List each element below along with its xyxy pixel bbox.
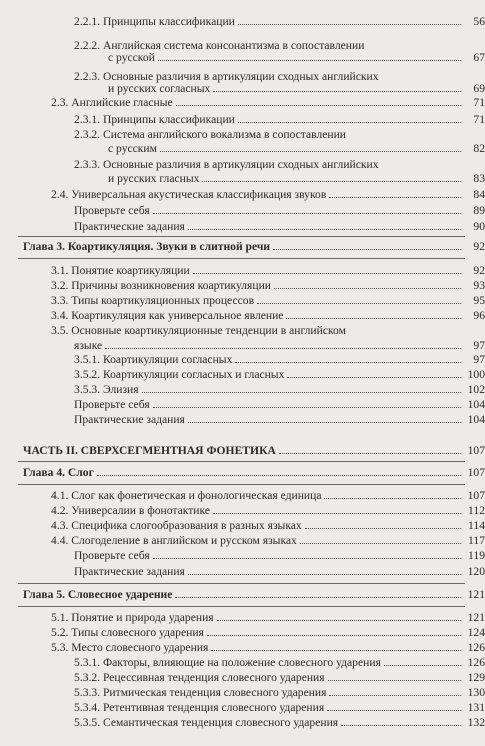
entry-title: 4.3. Специфика слогообразования в разных языках xyxy=(51,519,302,532)
page-number: 126 xyxy=(467,641,485,654)
page-number: 90 xyxy=(473,220,485,233)
toc-entry[interactable] xyxy=(0,309,485,322)
entry-title: 3.4. Коартикуляция как универсальное явление xyxy=(51,309,284,322)
dot-leader xyxy=(273,249,461,250)
page-number: 104 xyxy=(467,413,485,426)
dot-leader xyxy=(305,528,461,529)
dot-leader xyxy=(329,695,461,696)
chapter-title: Глава 4. Слог xyxy=(23,466,94,479)
toc-entry[interactable] xyxy=(0,671,485,684)
page-number: 107 xyxy=(467,444,485,457)
entry-title: 5.3.5. Семантическая тенденция словесного ударения xyxy=(74,716,339,729)
toc-entry[interactable] xyxy=(0,716,485,729)
toc-entry[interactable] xyxy=(0,279,485,292)
page-number: 120 xyxy=(467,565,485,578)
page-number: 126 xyxy=(467,656,485,669)
dot-leader xyxy=(175,597,461,598)
toc-entry[interactable] xyxy=(0,353,485,366)
section-divider xyxy=(18,606,465,607)
page-number: 100 xyxy=(467,368,485,381)
toc-entry[interactable] xyxy=(0,519,485,532)
page-number: 84 xyxy=(473,188,485,201)
dot-leader xyxy=(257,303,461,304)
entry-title: 5.1. Понятие и природа ударения xyxy=(51,611,214,624)
chapter-title: Глава 3. Коартикуляция. Звуки в слитной речи xyxy=(23,240,271,253)
dot-leader xyxy=(238,122,461,123)
page-number: 71 xyxy=(473,113,485,126)
toc-entry[interactable] xyxy=(0,626,485,639)
entry-title: 3.5. Основные коартикуляционные тенденции в английском xyxy=(51,324,346,337)
toc-entry[interactable] xyxy=(0,549,485,562)
entry-title-continued: и русских гласных xyxy=(108,172,200,185)
entry-title-continued: с русским xyxy=(108,142,157,155)
entry-title-continued: языке xyxy=(74,339,103,352)
toc-entry[interactable] xyxy=(0,294,485,307)
toc-entry[interactable] xyxy=(0,398,485,411)
page-number: 121 xyxy=(467,611,485,624)
dot-leader xyxy=(211,650,461,651)
toc-entry[interactable] xyxy=(0,504,485,517)
page-number: 83 xyxy=(473,172,485,185)
toc-entry[interactable] xyxy=(0,264,485,277)
entry-title: 5.3.2. Рецессивная тенденция словесного ударения xyxy=(74,671,325,684)
entry-title: 2.4. Универсальная акустическая классификация звуков xyxy=(51,188,327,201)
dot-leader xyxy=(286,318,461,319)
entry-title: Практические задания xyxy=(74,565,185,578)
dot-leader xyxy=(188,574,461,575)
entry-title: 5.3.3. Ритмическая тенденция словесного ударения xyxy=(74,686,327,699)
dot-leader xyxy=(158,60,461,61)
page-number: 96 xyxy=(473,309,485,322)
toc-entry[interactable] xyxy=(0,489,485,502)
toc-entry[interactable] xyxy=(0,220,485,233)
page-number: 112 xyxy=(468,504,485,517)
entry-title: Практические задания xyxy=(74,413,185,426)
page-number: 82 xyxy=(473,142,485,155)
page-number: 129 xyxy=(467,671,485,684)
toc-entry[interactable] xyxy=(0,565,485,578)
dot-leader xyxy=(341,725,461,726)
dot-leader xyxy=(202,181,461,182)
entry-title: 2.3. Английские гласные xyxy=(51,96,173,109)
dot-leader xyxy=(207,635,461,636)
entry-title: 3.2. Причины возникновения коартикуляции xyxy=(51,279,271,292)
dot-leader xyxy=(153,213,461,214)
page-number: 92 xyxy=(473,264,485,277)
toc-entry[interactable] xyxy=(0,82,485,95)
dot-leader xyxy=(274,288,461,289)
entry-title: 2.3.3. Основные различия в артикуляции сходных английских xyxy=(74,158,379,171)
entry-title: 5.3.1. Факторы, влияющие на положение словесного ударения xyxy=(74,656,381,669)
toc-chapter-entry[interactable] xyxy=(0,466,485,479)
entry-title: 5.3. Место словесного ударения xyxy=(51,641,209,654)
page-number: 93 xyxy=(473,279,485,292)
dot-leader xyxy=(384,665,461,666)
part-title: ЧАСТЬ II. СВЕРХСЕГМЕНТНАЯ ФОНЕТИКА xyxy=(23,444,276,457)
dot-leader xyxy=(193,273,461,274)
toc-entry[interactable] xyxy=(0,339,485,352)
page-number: 131 xyxy=(467,701,485,714)
section-divider xyxy=(18,236,465,237)
entry-title: 3.5.3. Элизия xyxy=(74,383,139,396)
section-divider xyxy=(18,484,465,485)
page-number: 132 xyxy=(467,716,485,729)
entry-title-continued: и русских согласных xyxy=(108,82,211,95)
entry-title: 2.2.3. Основные различия в артикуляции сходных английских xyxy=(74,70,379,83)
toc-entry[interactable] xyxy=(0,611,485,624)
entry-title: 4.2. Универсалии в фонотактике xyxy=(51,504,210,517)
toc-entry[interactable] xyxy=(0,413,485,426)
page-number: 104 xyxy=(467,398,485,411)
dot-leader xyxy=(105,348,461,349)
dot-leader xyxy=(329,197,461,198)
dot-leader xyxy=(238,24,461,25)
entry-title: Проверьте себя xyxy=(74,398,150,411)
toc-entry[interactable] xyxy=(0,656,485,669)
entry-title: 5.2. Типы словесного ударения xyxy=(51,626,204,639)
section-divider xyxy=(18,258,465,259)
dot-leader xyxy=(176,105,461,106)
toc-part-entry[interactable] xyxy=(0,444,485,457)
entry-title: 2.2.2. Английская система консонантизма в сопоставлении xyxy=(74,39,365,52)
dot-leader xyxy=(153,407,461,408)
entry-title: 3.5.2. Коартикуляции согласных и гласных xyxy=(74,368,285,381)
page-number: 121 xyxy=(467,588,485,601)
dot-leader xyxy=(287,377,461,378)
toc-entry[interactable] xyxy=(0,686,485,699)
page-number: 92 xyxy=(473,240,485,253)
toc-entry[interactable] xyxy=(0,383,485,396)
page-number: 71 xyxy=(473,96,485,109)
dot-leader xyxy=(188,422,461,423)
entry-title: Практические задания xyxy=(74,220,185,233)
page-number: 130 xyxy=(467,686,485,699)
dot-leader xyxy=(217,620,461,621)
dot-leader xyxy=(188,229,461,230)
toc-entry[interactable] xyxy=(0,188,485,201)
dot-leader xyxy=(279,453,461,454)
entry-title: 3.3. Типы коартикуляционных процессов xyxy=(51,294,255,307)
toc-entry[interactable] xyxy=(0,113,485,126)
section-divider xyxy=(18,461,465,462)
chapter-title: Глава 5. Словесное ударение xyxy=(23,588,173,601)
page-number: 117 xyxy=(468,534,485,547)
page-number: 107 xyxy=(467,489,485,502)
section-divider xyxy=(18,583,465,584)
entry-title: 5.3.4. Ретентивная тенденция словесного ударения xyxy=(74,701,325,714)
entry-title: 2.3.1. Принципы классификации xyxy=(74,113,235,126)
page-number: 119 xyxy=(468,549,485,562)
toc-entry[interactable] xyxy=(0,51,485,64)
dot-leader xyxy=(328,680,461,681)
entry-title: 2.2.1. Принципы классификации xyxy=(74,15,235,28)
entry-title: 3.1. Понятие коартикуляции xyxy=(51,264,190,277)
entry-title-continued: с русской xyxy=(108,51,155,64)
entry-title: 3.5.1. Коартикуляции согласных xyxy=(74,353,233,366)
toc-entry[interactable] xyxy=(0,701,485,714)
dot-leader xyxy=(235,362,461,363)
page-number: 97 xyxy=(473,339,485,352)
entry-title: Проверьте себя xyxy=(74,204,150,217)
dot-leader xyxy=(324,498,461,499)
dot-leader xyxy=(213,91,461,92)
entry-title: Проверьте себя xyxy=(74,549,150,562)
dot-leader xyxy=(142,392,461,393)
toc-entry[interactable] xyxy=(0,142,485,155)
page-number: 56 xyxy=(473,15,485,28)
toc-entry[interactable] xyxy=(0,15,485,28)
dot-leader xyxy=(300,543,461,544)
toc-entry[interactable] xyxy=(0,96,485,109)
entry-title: 2.3.2. Система английского вокализма в сопоставлении xyxy=(74,128,347,141)
dot-leader xyxy=(327,710,461,711)
dot-leader xyxy=(97,475,461,476)
page-number: 95 xyxy=(473,294,485,307)
page-number: 107 xyxy=(467,466,485,479)
dot-leader xyxy=(160,151,461,152)
page-number: 69 xyxy=(473,82,485,95)
dot-leader xyxy=(213,513,461,514)
toc-entry[interactable] xyxy=(0,368,485,381)
toc-entry[interactable] xyxy=(0,641,485,654)
page-number: 97 xyxy=(473,353,485,366)
page-number: 89 xyxy=(473,204,485,217)
toc-entry[interactable] xyxy=(0,204,485,217)
toc-entry[interactable] xyxy=(0,534,485,547)
toc-chapter-entry[interactable] xyxy=(0,588,485,601)
dot-leader xyxy=(153,558,461,559)
page-number: 102 xyxy=(467,383,485,396)
page-number: 124 xyxy=(467,626,485,639)
entry-title: 4.4. Слогоделение в английском и русском языках xyxy=(51,534,297,547)
toc-entry[interactable] xyxy=(0,172,485,185)
page-number: 114 xyxy=(468,519,485,532)
toc-chapter-entry[interactable] xyxy=(0,240,485,253)
page-number: 67 xyxy=(473,51,485,64)
entry-title: 4.1. Слог как фонетическая и фонологическая единица xyxy=(51,489,322,502)
